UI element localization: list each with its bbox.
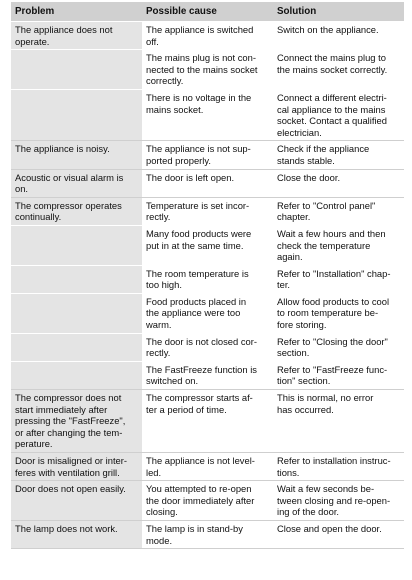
- cell-problem: [11, 141, 142, 169]
- table-row: [11, 390, 404, 453]
- cell-cause: [142, 361, 273, 389]
- cell-problem: [11, 453, 142, 481]
- table-row: [11, 22, 404, 50]
- cell-solution-text: Allow food products to cool to room temperature be- fore storing.: [277, 295, 390, 331]
- cell-solution-text: Connect a different electri- cal appliance to the mains socket. Contact a qualified electrician.: [277, 91, 387, 138]
- cell-solution: [273, 453, 404, 481]
- cell-cause: [142, 520, 273, 548]
- cell-solution: [273, 520, 404, 548]
- cell-problem: [11, 293, 142, 333]
- cell-cause: [142, 390, 273, 453]
- cell-problem-text: Door is misaligned or inter- feres with ventilation grill.: [15, 455, 128, 478]
- cell-solution: [273, 89, 404, 140]
- cell-solution: [273, 169, 404, 197]
- table-row: [11, 265, 404, 293]
- table-row: [11, 197, 404, 225]
- cell-cause: [142, 333, 273, 361]
- cell-problem-text: The lamp does not work.: [15, 522, 118, 534]
- cell-solution-text: Wait a few hours and then check the temperature again.: [277, 227, 386, 263]
- cell-solution-text: Refer to installation instruc- tions.: [277, 455, 391, 478]
- cell-solution: [273, 265, 404, 293]
- cell-solution-text: Check if the appliance stands stable.: [277, 143, 370, 166]
- cell-cause: [142, 293, 273, 333]
- cell-solution-text: Close the door.: [277, 171, 341, 183]
- cell-problem: [11, 520, 142, 548]
- cell-cause: [142, 22, 273, 50]
- cell-cause: [142, 50, 273, 90]
- table-row: [11, 89, 404, 140]
- cell-cause-text: There is no voltage in the mains socket.: [146, 91, 252, 115]
- cell-problem-text: Acoustic or visual alarm is on.: [15, 171, 124, 195]
- cell-solution-text: Refer to "Control panel" chapter.: [277, 199, 376, 223]
- table-row: [11, 453, 404, 481]
- cell-solution: [273, 225, 404, 265]
- table-row: [11, 169, 404, 197]
- cell-problem: [11, 265, 142, 293]
- cell-cause-text: The door is not closed cor- rectly.: [146, 335, 257, 359]
- cell-cause-text: The FastFreeze function is switched on.: [146, 363, 257, 387]
- cell-problem-text: The compressor operates continually.: [15, 199, 122, 223]
- table-header-row: [11, 2, 404, 22]
- cell-cause: [142, 169, 273, 197]
- cell-solution-text: Refer to "FastFreeze func- tion" section.: [277, 363, 388, 387]
- table-row: [11, 141, 404, 169]
- cell-problem: [11, 197, 142, 225]
- cell-cause-text: The appliance is not level- led.: [146, 455, 255, 478]
- troubleshooting-table: [11, 2, 404, 549]
- cell-solution-text: Connect the mains plug to the mains socket correctly.: [277, 52, 388, 75]
- cell-cause: [142, 265, 273, 293]
- table-row: [11, 481, 404, 521]
- cell-cause-text: The door is left open.: [146, 171, 235, 183]
- header-possible-cause: Possible cause: [142, 2, 273, 22]
- table-row: [11, 293, 404, 333]
- cell-solution-text: Wait a few seconds be- tween closing and re-open- ing of the door.: [277, 483, 391, 518]
- cell-problem: [11, 481, 142, 521]
- cell-solution-text: Refer to "Installation" chap- ter.: [277, 267, 391, 291]
- cell-cause-text: The room temperature is too high.: [146, 267, 249, 291]
- cell-solution: [273, 197, 404, 225]
- table-row: [11, 520, 404, 548]
- cell-cause: [142, 225, 273, 265]
- cell-solution: [273, 361, 404, 389]
- cell-solution: [273, 333, 404, 361]
- table-row: [11, 361, 404, 389]
- table-row: [11, 333, 404, 361]
- cell-cause-text: Temperature is set incor- rectly.: [146, 199, 250, 223]
- cell-cause: [142, 481, 273, 521]
- cell-cause-text: The mains plug is not con- nected to the mains socket correctly.: [146, 52, 258, 87]
- cell-cause-text: Food products placed in the appliance were too warm.: [146, 295, 247, 331]
- cell-solution-text: Switch on the appliance.: [277, 24, 379, 35]
- cell-problem: [11, 361, 142, 389]
- header-problem: Problem: [11, 2, 142, 22]
- header-solution: Solution: [273, 2, 404, 22]
- cell-cause-text: Many food products were put in at the same time.: [146, 227, 252, 251]
- cell-problem: [11, 390, 142, 453]
- cell-problem: [11, 333, 142, 361]
- table-row: [11, 225, 404, 265]
- cell-cause: [142, 141, 273, 169]
- cell-problem: [11, 22, 142, 50]
- cell-solution: [273, 50, 404, 90]
- table-row: [11, 50, 404, 90]
- cell-cause-text: The compressor starts af- ter a period of time.: [146, 392, 253, 415]
- cell-cause-text: The appliance is switched off.: [146, 24, 254, 47]
- cell-solution: [273, 481, 404, 521]
- cell-solution-text: Refer to "Closing the door" section.: [277, 335, 388, 359]
- cell-solution: [273, 22, 404, 50]
- cell-problem-text: The appliance does not operate.: [15, 24, 113, 47]
- cell-problem: [11, 89, 142, 140]
- cell-problem: [11, 225, 142, 265]
- cell-solution: [273, 293, 404, 333]
- cell-problem-text: The compressor does not start immediately after pressing the "FastFreeze", or after changing the tem- perature.: [15, 392, 126, 450]
- cell-cause: [142, 453, 273, 481]
- cell-problem-text: The appliance is noisy.: [15, 143, 110, 155]
- cell-cause: [142, 197, 273, 225]
- cell-solution: [273, 141, 404, 169]
- cell-cause-text: You attempted to re-open the door immediately after closing.: [146, 483, 255, 518]
- cell-cause-text: The appliance is not sup- ported properly.: [146, 143, 251, 166]
- cell-cause-text: The lamp is in stand-by mode.: [146, 522, 243, 546]
- cell-problem: [11, 50, 142, 90]
- cell-cause: [142, 89, 273, 140]
- cell-solution: [273, 390, 404, 453]
- table-body: [11, 22, 404, 549]
- cell-solution-text: Close and open the door.: [277, 522, 382, 534]
- cell-problem: [11, 169, 142, 197]
- cell-problem-text: Door does not open easily.: [15, 483, 126, 495]
- cell-solution-text: This is normal, no error has occurred.: [277, 392, 374, 415]
